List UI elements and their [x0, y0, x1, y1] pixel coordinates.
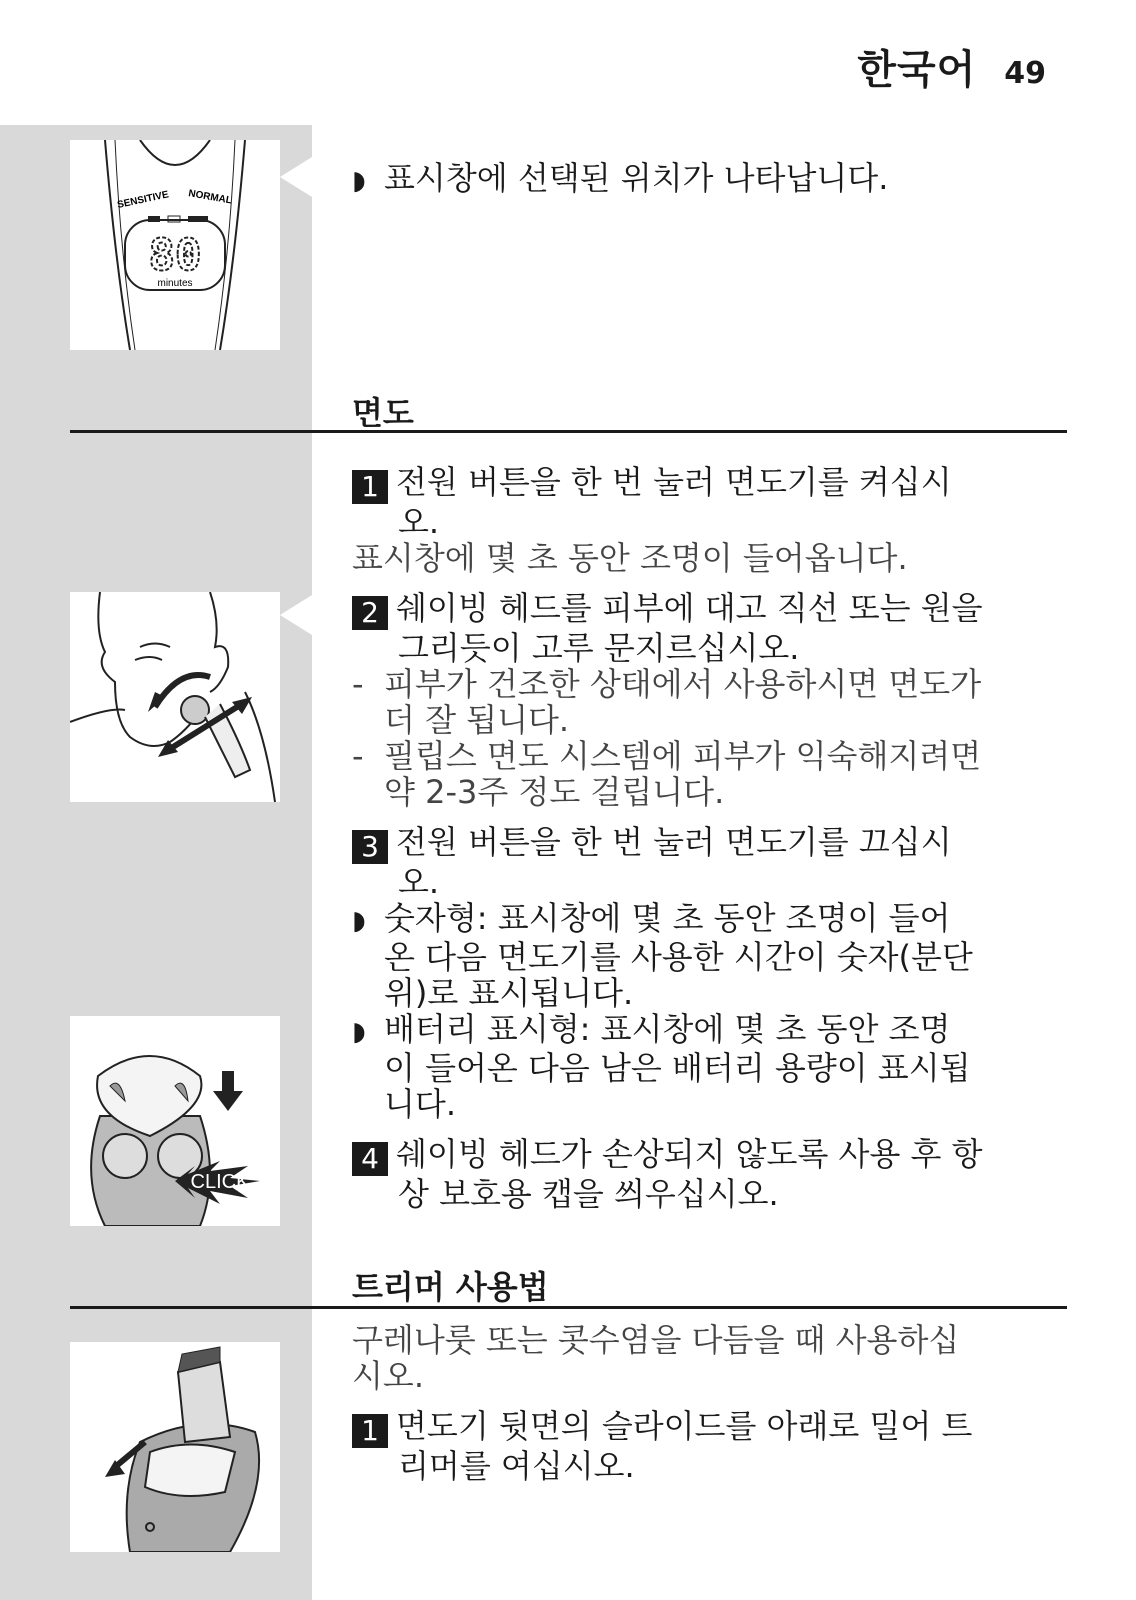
- bullet-text: 니다.: [384, 1085, 456, 1123]
- step-text: 상 보호용 캡을 씌우십시오.: [398, 1175, 779, 1213]
- tip-text: 약 2-3주 정도 걸립니다.: [384, 773, 725, 811]
- tip-text: 더 잘 됩니다.: [384, 701, 570, 739]
- step-1: [352, 464, 1067, 576]
- trimmer-heading: 트리머 사용법: [352, 1268, 549, 1306]
- display-digits: 80: [148, 230, 202, 281]
- trimmer-illustration: [70, 1342, 280, 1552]
- tip-text: 피부가 건조한 상태에서 사용하시면 면도가: [384, 665, 982, 703]
- step-number: 4: [352, 1142, 388, 1176]
- step-4: [352, 1136, 1067, 1212]
- intro-bullet-text: 표시창에 선택된 위치가 나타납니다.: [384, 159, 889, 197]
- normal-label: NORMAL: [187, 188, 233, 207]
- step-3: [352, 824, 1067, 1122]
- click-label: CLICK: [190, 1171, 250, 1193]
- step-text: 전원 버튼을 한 번 눌러 면도기를 켜십시: [396, 463, 952, 501]
- step-text: 오.: [398, 863, 440, 901]
- step-number: 3: [352, 830, 388, 864]
- step-number: 2: [352, 596, 388, 630]
- page-number: 49: [1004, 56, 1046, 91]
- trimmer-intro: 시오.: [352, 1357, 424, 1395]
- dash-icon: -: [352, 737, 364, 775]
- bullet-icon: ◗: [352, 1017, 366, 1047]
- step-text: 리머를 여십시오.: [398, 1447, 635, 1485]
- sensitive-label: SENSITIVE: [116, 189, 170, 211]
- bullet-text: 이 들어온 다음 남은 배터리 용량이 표시됩: [384, 1049, 971, 1087]
- figure-pointer: [280, 157, 312, 197]
- bullet-text: 위)로 표시됩니다.: [384, 974, 634, 1012]
- shaving-heading: 면도: [352, 394, 414, 432]
- bullet-text: 숫자형: 표시창에 몇 초 동안 조명이 들어: [384, 899, 951, 937]
- step-text: 오.: [398, 503, 440, 541]
- section-rule: [70, 1306, 1067, 1309]
- cap-click-illustration: [70, 1016, 280, 1226]
- bullet-icon: ◗: [352, 906, 366, 936]
- section-rule: [70, 430, 1067, 433]
- bullet-text: 온 다음 면도기를 사용한 시간이 숫자(분단: [384, 938, 973, 976]
- dash-icon: -: [352, 665, 364, 703]
- step-note: 표시창에 몇 초 동안 조명이 들어옵니다.: [352, 539, 908, 577]
- trimmer-step-1: [352, 1408, 1067, 1484]
- page-header: [857, 38, 1046, 95]
- bullet-text: 배터리 표시형: 표시창에 몇 초 동안 조명: [384, 1010, 951, 1048]
- step-2: [352, 590, 1067, 810]
- step-text: 그리듯이 고루 문지르십시오.: [398, 629, 800, 667]
- step-text: 쉐이빙 헤드가 손상되지 않도록 사용 후 항: [396, 1135, 983, 1173]
- display-illustration: [70, 140, 280, 350]
- tip-text: 필립스 면도 시스템에 피부가 익숙해지려면: [384, 737, 982, 775]
- intro-bullet: [352, 160, 1067, 199]
- step-text: 쉐이빙 헤드를 피부에 대고 직선 또는 원을: [396, 589, 983, 627]
- figure-pointer: [280, 595, 312, 635]
- step-number: 1: [352, 470, 388, 504]
- face-shaving-illustration: [70, 592, 280, 802]
- trimmer-intro: 구레나룻 또는 콧수염을 다듬을 때 사용하십: [352, 1321, 960, 1359]
- trimmer-section: [352, 1322, 1067, 1498]
- bullet-icon: ◗: [352, 166, 366, 196]
- step-number: 1: [352, 1414, 388, 1448]
- step-text: 전원 버튼을 한 번 눌러 면도기를 끄십시: [396, 823, 952, 861]
- language-label: 한국어: [857, 47, 977, 93]
- step-text: 면도기 뒷면의 슬라이드를 아래로 밀어 트: [396, 1407, 973, 1445]
- shaving-steps: [352, 464, 1067, 1226]
- minutes-label: minutes: [157, 278, 193, 289]
